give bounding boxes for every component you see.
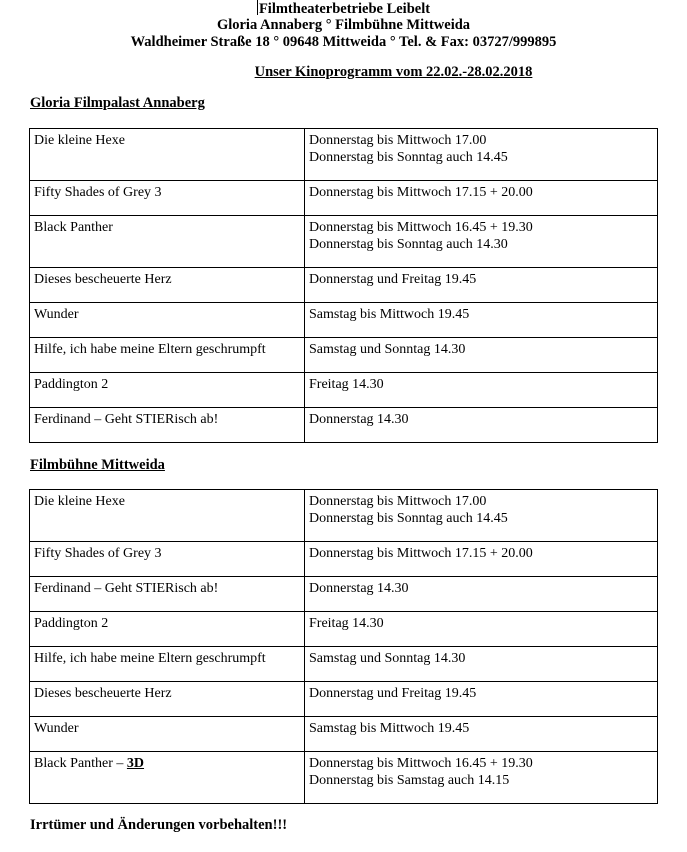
showtimes: Donnerstag bis Mittwoch 16.45 + 19.30 Donnerstag bis Sonntag auch 14.30 (305, 216, 658, 268)
program-title: Unser Kinoprogramm vom 22.02.-28.02.2018 (254, 64, 533, 80)
movie-title: Paddington 2 (30, 612, 305, 647)
showtimes: Donnerstag und Freitag 19.45 (305, 682, 658, 717)
showtimes: Donnerstag 14.30 (305, 577, 658, 612)
table-row (30, 408, 658, 443)
movie-title: Fifty Shades of Grey 3 (30, 542, 305, 577)
table-row (30, 647, 658, 682)
table-row (30, 181, 658, 216)
address-line: Waldheimer Straße 18 ° 09648 Mittweida ° Tel. & Fax: 03727/999895 (130, 34, 557, 50)
table-row (30, 268, 658, 303)
table-row (30, 338, 658, 373)
table-row (30, 490, 658, 542)
showtimes: Freitag 14.30 (305, 373, 658, 408)
company-name: Filmtheaterbetriebe Leibelt (258, 1, 431, 17)
movie-title: Black Panther (30, 216, 305, 268)
showtimes: Donnerstag bis Mittwoch 16.45 + 19.30 Donnerstag bis Samstag auch 14.15 (305, 752, 658, 804)
showtimes: Donnerstag bis Mittwoch 17.15 + 20.00 (305, 542, 658, 577)
showtimes: Donnerstag bis Mittwoch 17.15 + 20.00 (305, 181, 658, 216)
table-row (30, 612, 658, 647)
movie-title: Fifty Shades of Grey 3 (30, 181, 305, 216)
table-row (30, 373, 658, 408)
section-heading-annaberg: Gloria Filmpalast Annaberg (30, 95, 205, 111)
showtimes: Donnerstag bis Mittwoch 17.00 Donnerstag bis Sonntag auch 14.45 (305, 490, 658, 542)
3d-label: 3D (126, 756, 145, 771)
showtimes: Donnerstag und Freitag 19.45 (305, 268, 658, 303)
movie-title: Wunder (30, 717, 305, 752)
table-row (30, 542, 658, 577)
schedule-table-annaberg (29, 128, 658, 443)
schedule-table-mittweida (29, 489, 658, 804)
movie-title: Ferdinand – Geht STIERisch ab! (30, 577, 305, 612)
movie-title: Black Panther – 3D (30, 752, 305, 804)
showtimes: Samstag und Sonntag 14.30 (305, 338, 658, 373)
showtimes: Donnerstag 14.30 (305, 408, 658, 443)
cinema-names: Gloria Annaberg ° Filmbühne Mittweida (216, 17, 471, 33)
movie-title: Hilfe, ich habe meine Eltern geschrumpft (30, 647, 305, 682)
movie-title: Hilfe, ich habe meine Eltern geschrumpft (30, 338, 305, 373)
showtimes: Freitag 14.30 (305, 612, 658, 647)
showtimes: Samstag und Sonntag 14.30 (305, 647, 658, 682)
showtimes: Samstag bis Mittwoch 19.45 (305, 717, 658, 752)
table-row (30, 577, 658, 612)
movie-title: Die kleine Hexe (30, 490, 305, 542)
table-row (30, 717, 658, 752)
movie-title: Dieses bescheuerte Herz (30, 682, 305, 717)
movie-title: Paddington 2 (30, 373, 305, 408)
movie-title: Wunder (30, 303, 305, 338)
table-row (30, 682, 658, 717)
section-heading-mittweida: Filmbühne Mittweida (30, 457, 165, 473)
table-row (30, 216, 658, 268)
movie-title: Ferdinand – Geht STIERisch ab! (30, 408, 305, 443)
text-cursor (257, 0, 258, 15)
movie-title: Dieses bescheuerte Herz (30, 268, 305, 303)
movie-title: Die kleine Hexe (30, 129, 305, 181)
table-row (30, 752, 658, 804)
table-row (30, 129, 658, 181)
showtimes: Samstag bis Mittwoch 19.45 (305, 303, 658, 338)
table-row (30, 303, 658, 338)
showtimes: Donnerstag bis Mittwoch 17.00 Donnerstag bis Sonntag auch 14.45 (305, 129, 658, 181)
disclaimer: Irrtümer und Änderungen vorbehalten!!! (30, 817, 288, 833)
